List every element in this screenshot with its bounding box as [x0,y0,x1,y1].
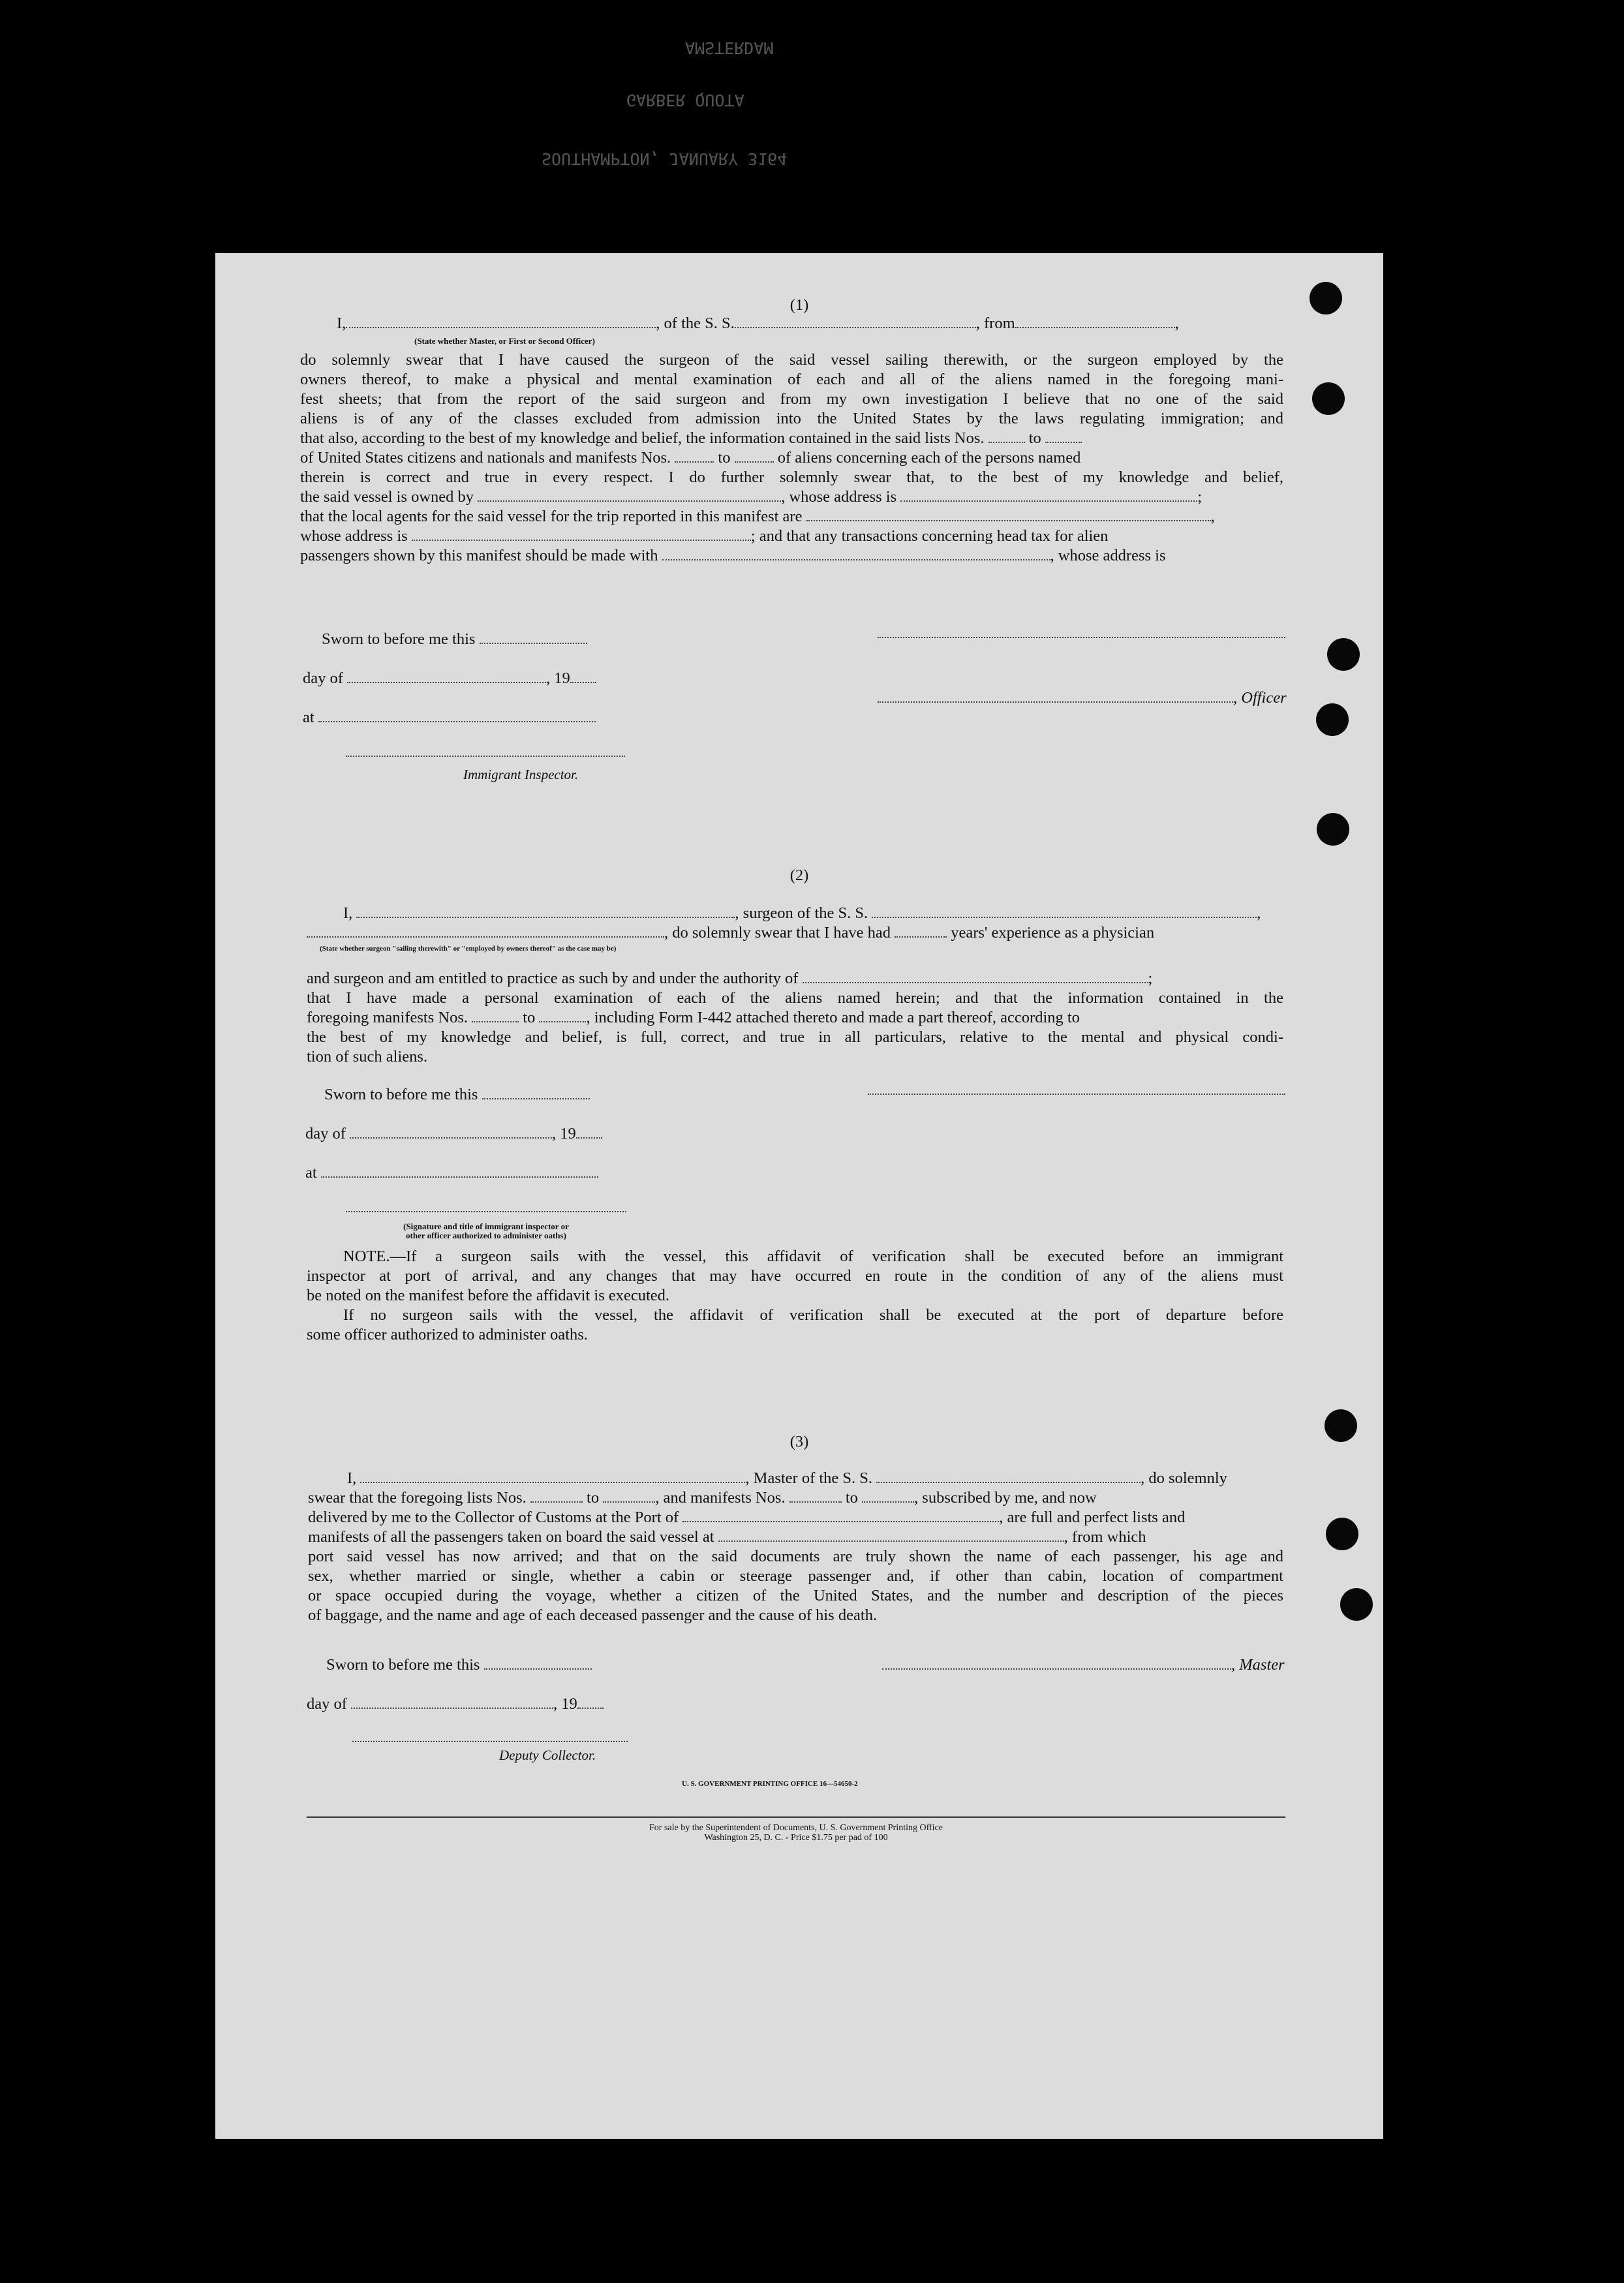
surgeon-name-field[interactable] [356,906,735,918]
section-1-hint: (State whether Master, or First or Second Officer) [414,336,595,346]
s1-body-5: of United States citizens and nationals and manifests Nos. to of aliens concerning each of the persons named [300,449,1081,467]
s3-manifests-to-field[interactable] [862,1490,914,1503]
manifests-to-field[interactable] [735,450,774,463]
s1-officer: , Officer [878,689,1287,707]
s1-body-10: passengers shown by this manifest should be made with , whose address is [300,547,1166,564]
s2-line-2: , do solemnly swear that I have had years' experience as a physician [307,924,1154,942]
s1-body-8: that the local agents for the said vessel for the trip reported in this manifest are , [300,508,1215,525]
surgeon-status-field[interactable] [307,925,664,938]
s2-sworn-day-field[interactable] [482,1087,590,1099]
s1-immigrant-inspector: Immigrant Inspector. [463,767,579,782]
punch-hole [1312,382,1345,415]
s1-place-field[interactable] [318,710,596,722]
punch-hole [1325,1409,1357,1442]
s1-sworn: Sworn to before me this [322,630,587,649]
s3-body-2: or space occupied during the voyage, whether a citizen of the United States, and the number and description of the pieces [308,1587,1283,1604]
agents-address-field[interactable] [412,529,751,541]
punch-hole [1327,638,1360,671]
s2-sworn: Sworn to before me this [324,1086,590,1104]
s2-manifests-from-field[interactable] [472,1010,519,1022]
manifests-from-field[interactable] [675,450,714,463]
s1-officer-title-field[interactable] [878,690,1233,703]
local-agents-field[interactable] [806,509,1211,521]
s1-body-1: owners thereof, to make a physical and mental examination of each and all of the aliens named in the foregoing mani- [300,371,1283,388]
s1-month-field[interactable] [347,671,546,683]
s3-line-3: delivered by me to the Collector of Customs at the Port of , are full and perfect lists and [308,1509,1186,1526]
section-2-hint: (State whether surgeon "sailing therewith" or "employed by owners thereof" as the case may be) [320,945,617,953]
section-1-line-1: I, , of the S. S. , from , [337,314,1179,332]
lists-to-field[interactable] [1045,431,1082,443]
s1-sworn-day-field[interactable] [480,632,587,644]
s2-month-field[interactable] [350,1126,552,1139]
punch-hole [1310,282,1342,314]
s1-body-0: do solemnly swear that I have caused the surgeon of the said vessel sailing therewith, or the surgeon employed by the [300,351,1283,369]
punch-hole [1317,813,1349,846]
s2-manifests-to-field[interactable] [539,1010,586,1022]
s2-vessel-field[interactable] [872,906,1257,918]
s3-day-of: day of , 19 [307,1695,604,1713]
s1-body-4: that also, according to the best of my knowledge and belief, the information contained in the said lists Nos. to [300,429,1082,448]
s2-surgeon-signature-line[interactable] [868,1094,1285,1095]
s1-body-3: aliens is of any of the classes excluded from admission into the United States by the laws regulating immigration; and [300,410,1283,427]
s3-manifests-from-field[interactable] [789,1490,842,1503]
s3-vessel-field[interactable] [876,1471,1141,1483]
s2-place-field[interactable] [321,1165,598,1178]
departure-port-field[interactable] [1015,316,1175,328]
s2-body-3: the best of my knowledge and belief, is full, correct, and true in all particulars, relative to the mental and physical condi- [307,1028,1283,1046]
manifest-page: SOUTHAMPTON, JANUARY 3164 GARBER QUOTA AMSTERDAM (1) I, , of the S. S. , from , (State whether Master, or First or Second Officer) do solemnly swear that I have caused the surgeon of the said vessel sailing therewith, or the surgeon employed by the owners thereof, to make a physical and mental examination of each and all of the aliens named in the foregoing mani- fest sheets; that from the report of the said surgeon and from my own investigation I believe that no one of the said aliens is of any of the classes excluded from admission into the United States by the laws regulating immigration; and that also, according to the best of my knowledge and belief, the information contained in the said lists Nos. to of United States citizens and nationals and manifests Nos. to of aliens concerning each of the persons named therein is correct and true in every respect. I do further solemnly swear that, to the best of my knowledge and belief, the said vessel is owned by , whose address is ; that the local agents for the said vessel for the trip reported in this manifest are , whose address is ; and that any transactions concerning head tax for alien passengers shown by this manifest should be made with , whose address is Sworn to before me this day of , 19 , Officer at Immigrant Inspector. (2) I, , surgeon of the S. S. , , do solemnly swear that I have had years' experience as a physician (State whether surgeon "sailing therewith" or "employed by owners thereof" as the case may be) and surgeon and am entitled to practice as such by and under the authority of ; that I have made a personal examination of each of the aliens named herein; and that the information contained in the foregoing manifests Nos. to , including Form I-442 attached thereto and made a part thereof, according to the best of my knowledge and belief, is full, correct, and true in all particulars, relative to the mental and physical condi- tion of such aliens. Sworn to before me this day of , 19 at (Signature and title of immigrant inspector or other officer authorized to administer oaths) NOTE.—If a surgeon sails with the vessel, this affidavit of verification shall be executed before an immigrant inspector at port of arrival, and any changes that may have occurred en route in the condition of any of the aliens must be noted on the manifest before the affidavit is executed. If no surgeon sails with the vessel, the affidavit of verification shall be executed at the port of departure before some officer authorized to administer oaths. (3) I, , Master of the S. S. , do solemnly swear that the foregoing lists Nos. to , and manifests Nos. to , subscribed by me, and now delivered by me to the Collector of Customs at the Port of , are full and perfect lists and manifests of all the passengers taken on board the said vessel at , from which port said vessel has now arrived; and that on the said documents are truly shown the name of each passenger, his age and sex, whether married or single, whether a cabin or steerage passenger and, if other than cabin, location of compartment or space occupied during the voyage, whether a citizen of the United States, and the number and description of the pieces of baggage, and the name and age of each deceased passenger and the cause of his death. Sworn to before me this , Master day of , 19 Deputy Collector. U. S. GOVERNMENT PRINTING OFFICE 16—54650-2 For sale by the Superintendent of Documents, U. S. Government Printing Office Washington 25, D. C. - Price $1.75 per pad of 100 [215,253,1383,2139]
note-4: some officer authorized to administer oaths. [307,1326,588,1343]
s3-body-1: sex, whether married or single, whether a cabin or steerage passenger and, if other than cabin, location of compartment [308,1567,1283,1585]
s2-signature-hint: (Signature and title of immigrant inspector or other officer authorized to administer oaths) [403,1221,569,1240]
footer: For sale by the Superintendent of Documents, U. S. Government Printing Office Washington 25, D. C. - Price $1.75 per pad of 100 [649,1823,943,1843]
s1-body-6: therein is correct and true in every respect. I do further solemnly swear that, to the best of my knowledge and belief, [300,468,1283,486]
punch-hole [1326,1518,1358,1550]
s2-at: at [305,1164,598,1182]
s3-month-field[interactable] [351,1696,553,1709]
owner-address-field[interactable] [900,489,1197,502]
s3-sworn-day-field[interactable] [484,1657,592,1670]
s2-body-1: that I have made a personal examination of each of the aliens named herein; and that the information contained in the [307,989,1283,1007]
s1-at: at [303,709,596,727]
authority-field[interactable] [803,971,1148,983]
note-3: If no surgeon sails with the vessel, the affidavit of verification shall be executed at the port of departure before [343,1306,1283,1324]
s3-line-1: I, , Master of the S. S. , do solemnly [347,1469,1227,1487]
note-1: inspector at port of arrival, and any changes that may have occurred en route in the condition of any of the aliens must [307,1267,1283,1285]
s1-body-2: fest sheets; that from the report of the said surgeon and from my own investigation I believe that no one of the said [300,390,1283,408]
section-3-number: (3) [789,1433,809,1450]
s2-officer-signature-line[interactable] [346,1211,626,1212]
years-experience-field[interactable] [895,925,947,938]
gpo-imprint: U. S. GOVERNMENT PRINTING OFFICE 16—54650-2 [682,1780,858,1788]
s3-body-0: port said vessel has now arrived; and that on the said documents are truly shown the name of each passenger, his age and [308,1548,1283,1565]
s1-body-9: whose address is ; and that any transactions concerning head tax for alien [300,527,1109,545]
s2-line-1: I, , surgeon of the S. S. , [343,904,1261,922]
s1-inspector-signature-line[interactable] [346,756,625,757]
head-tax-agent-field[interactable] [662,548,1050,560]
s3-master-name-field[interactable] [360,1471,745,1483]
s2-year-field[interactable] [576,1126,602,1139]
lists-from-field[interactable] [988,431,1025,443]
s3-collector-signature-line[interactable] [352,1741,628,1742]
section-1-number: (1) [789,296,809,314]
s3-lists-to-field[interactable] [603,1490,655,1503]
s3-line-4: manifests of all the passengers taken on board the said vessel at , from which [308,1528,1146,1546]
note-0: NOTE.—If a surgeon sails with the vessel, this affidavit of verification shall be executed before an immigrant [343,1248,1283,1265]
s2-day-of: day of , 19 [305,1125,602,1143]
s3-deputy-collector: Deputy Collector. [499,1747,596,1763]
s3-sworn: Sworn to before me this [326,1656,592,1674]
port-of-arrival-field[interactable] [682,1510,999,1522]
note-2: be noted on the manifest before the affidavit is executed. [307,1287,670,1304]
vessel-name-field[interactable] [735,316,976,328]
s3-body-3: of baggage, and the name and age of each deceased passenger and the cause of his death. [308,1606,878,1624]
s3-year-field[interactable] [577,1696,604,1709]
port-of-embarkation-field[interactable] [718,1529,1064,1542]
owner-field[interactable] [478,489,781,502]
punch-hole [1340,1588,1373,1621]
section-2-number: (2) [789,866,809,884]
s2-body-0: and surgeon and am entitled to practice as such by and under the authority of ; [307,970,1153,987]
s1-day-of: day of , 19 [303,669,596,688]
s3-master: , Master [882,1656,1285,1674]
footer-rule [307,1816,1285,1818]
s3-master-signature-field[interactable] [882,1657,1231,1670]
s2-body-2: foregoing manifests Nos. to , including Form I-442 attached thereto and made a part thereof, according to [307,1009,1080,1026]
master-name-field[interactable] [346,316,656,328]
s3-lists-from-field[interactable] [530,1490,583,1503]
s1-year-field[interactable] [570,671,596,683]
s1-body-7: the said vessel is owned by , whose address is ; [300,488,1203,506]
s3-line-2: swear that the foregoing lists Nos. to , and manifests Nos. to , subscribed by me, and now [308,1489,1097,1507]
s2-body-4: tion of such aliens. [307,1048,428,1065]
s1-officer-signature-line[interactable] [878,637,1285,638]
punch-hole [1316,703,1349,736]
